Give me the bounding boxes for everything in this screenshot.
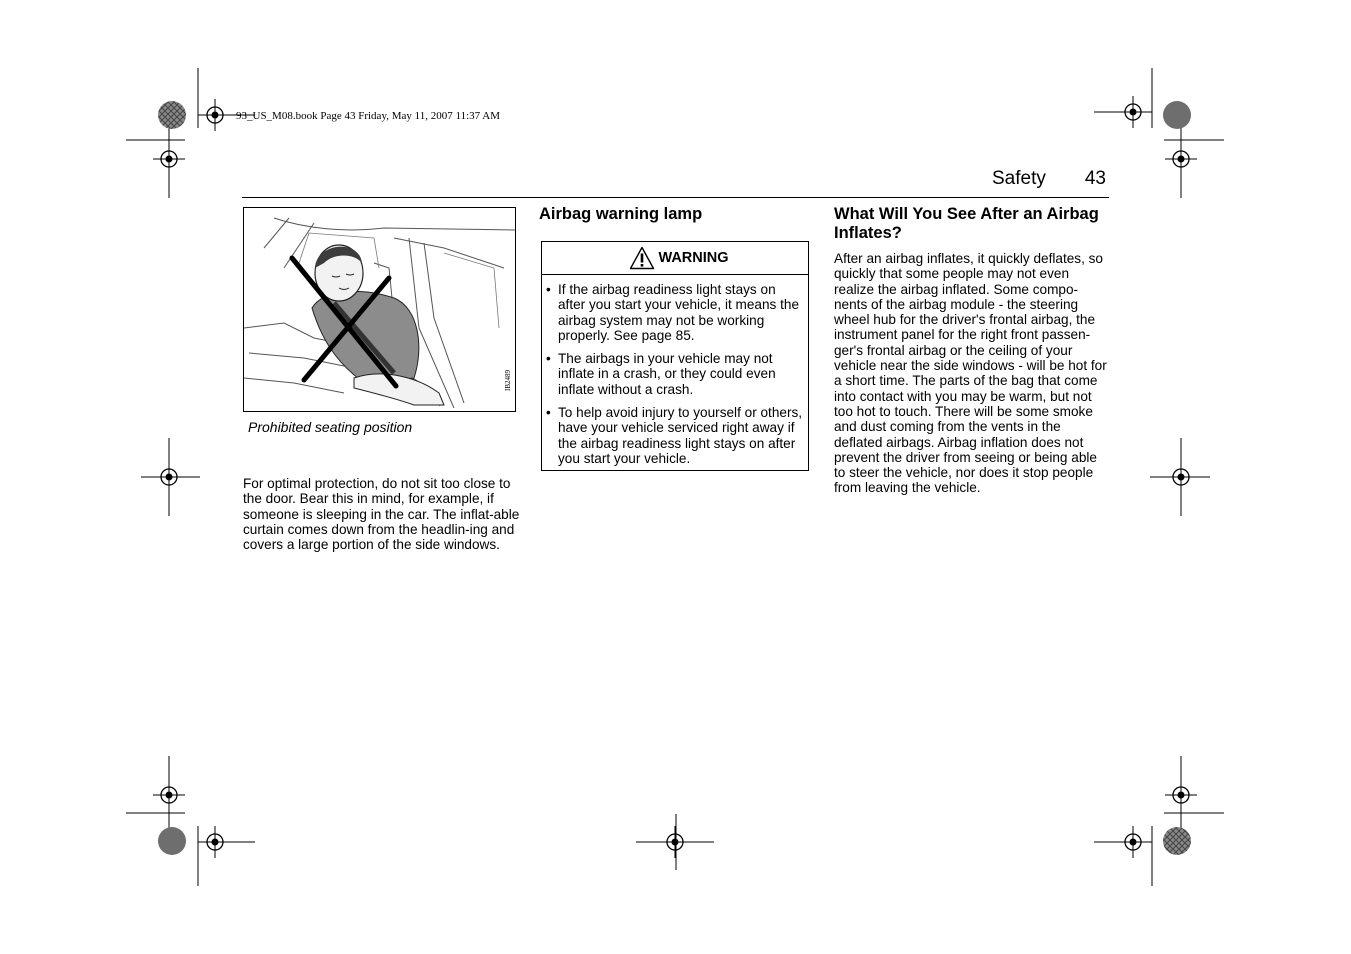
airbag-warning-lamp-heading: Airbag warning lamp bbox=[539, 205, 703, 223]
page-number: 43 bbox=[1084, 168, 1106, 189]
after-inflation-heading: What Will You See After an Airbag Inflates? bbox=[834, 205, 1099, 242]
warning-title-bar bbox=[542, 242, 808, 275]
list-item: • If the airbag readiness light stays on after you start your vehicle, it means the airbag system may not be working properly. See page 85. bbox=[546, 282, 800, 343]
warning-triangle-icon bbox=[629, 246, 655, 270]
running-header bbox=[940, 168, 1108, 192]
list-item: • The airbags in your vehicle may not inflate in a crash, or they could even inflate without a crash. bbox=[546, 351, 776, 397]
column1-paragraph: For optimal protection, do not sit too close to the door. Bear this in mind, for example, if someone is sleeping in the car. The inflat-able curtain comes down from the headlin-ing and covers a large portion of the side windows. bbox=[243, 476, 520, 553]
warning-item-text: If the airbag readiness light stays on after you start your vehicle, it means the airbag system may not be working properly. See page 85. bbox=[558, 282, 800, 343]
warning-item-text: The airbags in your vehicle may not inflate in a crash, or they could even inflate without a crash. bbox=[558, 351, 776, 397]
warning-list bbox=[546, 282, 804, 474]
illustration-drawing bbox=[244, 208, 515, 411]
print-info-line: 93_US_M08.book Page 43 Friday, May 11, 2007 11:37 AM bbox=[236, 110, 500, 122]
prohibited-seating-illustration bbox=[243, 207, 516, 412]
warning-title: WARNING bbox=[658, 250, 729, 266]
warning-item-text: To help avoid injury to yourself or others, have your vehicle serviced right away if the airbag readiness light stays on after you start your vehicle. bbox=[558, 405, 803, 466]
figure-code: IB2489 bbox=[504, 370, 512, 391]
header-rule bbox=[242, 197, 1109, 198]
list-item: • To help avoid injury to yourself or others, have your vehicle serviced right away if the airbag readiness light stays on after you start your vehicle. bbox=[546, 405, 803, 466]
section-title: Safety bbox=[992, 168, 1046, 189]
figure-caption: Prohibited seating position bbox=[248, 419, 413, 435]
column3-paragraph: After an airbag inflates, it quickly deflates, so quickly that some people may not even realize the airbag inflated. Some compo-nents of the airbag module - the steering wheel hub for the driver's frontal airbag, the instrument panel for the right front passen-ger's frontal airbag or the ceiling of your vehicle near the side windows - will be hot for a short time. The parts of the bag that come into contact with you may be warm, but not too hot to touch. There will be some smoke and dust coming from the vents in the deflated airbags. Airbag inflation does not prevent the driver from seeing or being able to steer the vehicle, nor does it stop people from leaving the vehicle. bbox=[834, 251, 1107, 496]
warning-box bbox=[541, 241, 809, 471]
